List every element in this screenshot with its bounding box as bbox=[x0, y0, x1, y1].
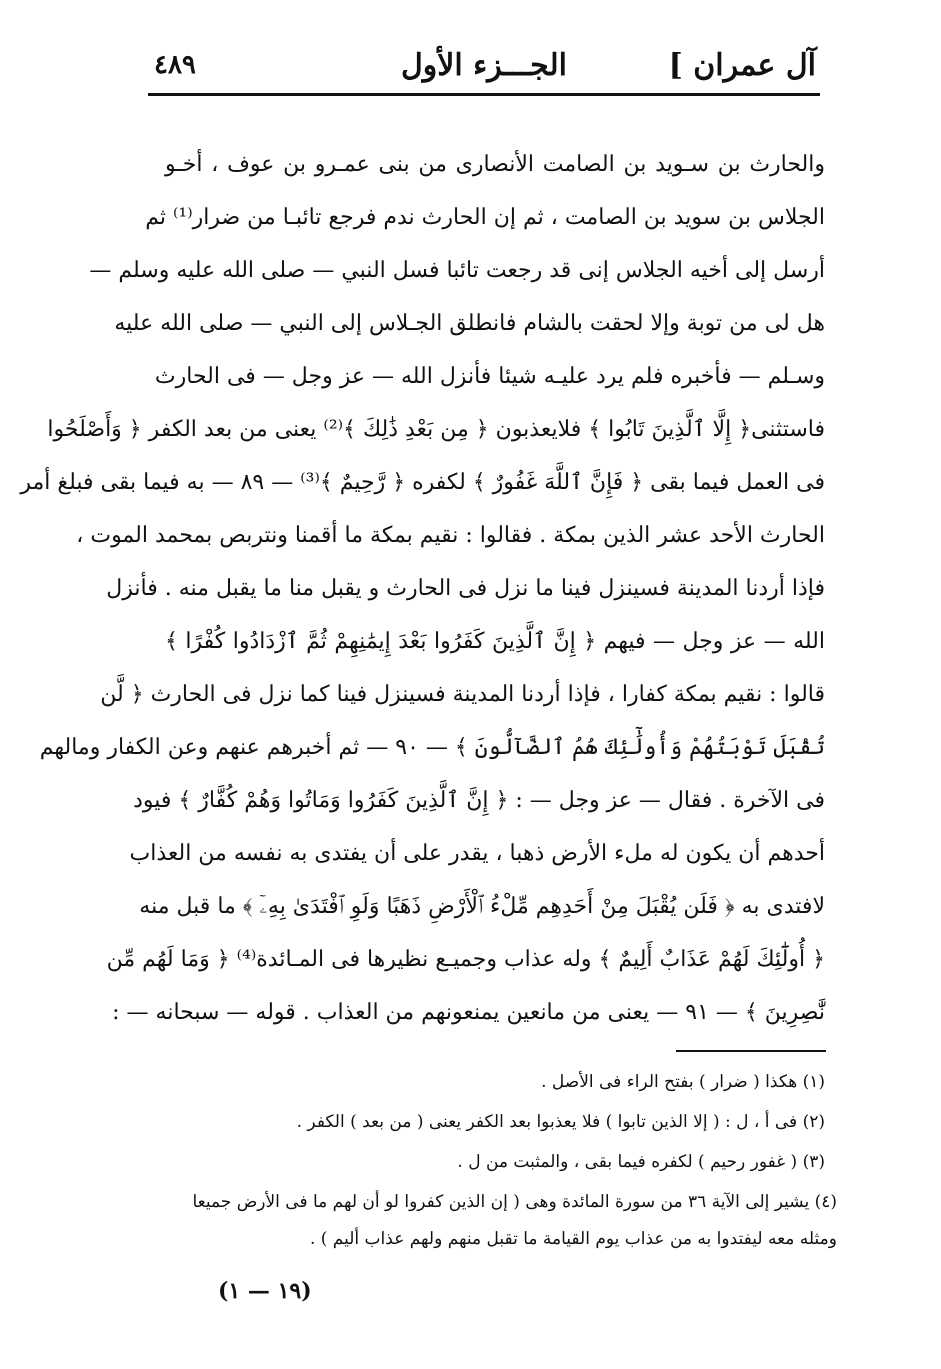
text-line: فاستثنى﴿ إِلَّا ٱلَّذِينَ تَابُوا ﴾ فلايعذبون ﴿ مِن بَعْدِ ذَٰلِكَ ﴾⁽²⁾ يعنى من بعد الكفر ﴿ وَأَصْلَحُوا bbox=[47, 417, 825, 442]
page-number: ٤٨٩ bbox=[154, 50, 196, 80]
header-rule bbox=[148, 93, 820, 96]
text-line: والحارث بن سـويد بن الصامت الأنصارى من بنى عمـرو بن عوف ، أخـو bbox=[165, 152, 825, 177]
text-line: لافتدى به ﴿ فَلَن يُقْبَلَ مِنْ أَحَدِهِم مِّلْءُ ٱلْأَرْضِ ذَهَبًا وَلَوِ ٱفْتَدَىٰ بِهِۦٓ ﴾ ما قبل منه bbox=[139, 894, 825, 919]
footnote-separator bbox=[676, 1050, 826, 1052]
footnotes bbox=[180, 1062, 837, 1256]
text-line: فى العمل فيما بقى ﴿ فَإِنَّ ٱللَّهَ غَفُورٌ ﴾ لكفره ﴿ رَّحِيمٌ ﴾⁽³⁾ — ٨٩ — به فيما بقى فبلغ أمر bbox=[20, 470, 825, 495]
footnote: (٣) ( غفور رحيم ) لكفره فيما بقى ، والمثبت من ل . bbox=[457, 1152, 825, 1172]
text-line: الحارث الأحد عشر الذين بمكة . فقالوا : نقيم بمكة ما أقمنا ونتربص بمحمد الموت ، bbox=[76, 523, 825, 548]
part-title: الجـــزء الأول bbox=[400, 48, 568, 83]
text-line: فى الآخرة . فقال — عز وجل — : ﴿ إِنَّ ٱلَّذِينَ كَفَرُوا وَمَاتُوا وَهُمْ كُفَّارٌ ﴾ فيود bbox=[133, 788, 825, 813]
text-line: الجلاس بن سويد بن الصامت ، ثم إن الحارث ندم فرجع تائبـا من ضرار⁽¹⁾ ثم bbox=[145, 205, 825, 230]
main-text bbox=[20, 138, 825, 1039]
text-line: فإذا أردنا المدينة فسينزل فينا ما نزل فى الحارث و يقبل منا ما يقبل منه . فأنزل bbox=[106, 576, 825, 601]
footnote: (٢) فى أ ، ل : ( إلا الذين تابوا ) فلا يعذبوا بعد الكفر يعنى ( من بعد ) الكفر . bbox=[296, 1112, 825, 1132]
text-line: أحدهم أن يكون له ملء الأرض ذهبا ، يقدر على أن يفتدى به نفسه من العذاب bbox=[129, 841, 825, 866]
text-line: الله — عز وجل — فيهم ﴿ إِنَّ ٱلَّذِينَ كَفَرُوا بَعْدَ إِيمَٰنِهِمْ ثُمَّ ٱزْدَادُوا كُفْرًا ﴾ bbox=[165, 629, 825, 654]
text-line: نَّٰصِرِينَ ﴾ — ٩١ — يعنى من مانعين يمنعونهم من العذاب . قوله — سبحانه — : bbox=[112, 1000, 825, 1025]
footnote-continuation: ومثله معه ليفتدوا به من عذاب يوم القيامة ما تقبل منهم ولهم عذاب أليم ) . bbox=[309, 1229, 837, 1249]
surah-title: آل عمران ] bbox=[668, 48, 816, 83]
footnote: (١) هكذا ( ضرار ) بفتح الراء فى الأصل . bbox=[541, 1072, 825, 1092]
print-signature: (١٩ — ١) bbox=[218, 1278, 312, 1304]
text-line: قالوا : نقيم بمكة كفارا ، فإذا أردنا المدينة فسينزل فينا كما نزل فى الحارث ﴿ لَّن bbox=[100, 682, 825, 707]
text-line: أرسل إلى أخيه الجلاس إنى قد رجعت تائبا فسل النبي — صلى الله عليه وسلم — bbox=[89, 258, 825, 283]
text-line: تُقْبَلَ تَوْبَتُهُمْ وَأُولَٰٓئِكَ هُمُ ٱلضَّآلُّونَ ﴾ — ٩٠ — ثم أخبرهم عنهم وعن الكفار ومالهم bbox=[39, 735, 825, 760]
text-line: ﴿ أُولَٰٓئِكَ لَهُمْ عَذَابٌ أَلِيمٌ ﴾ وله عذاب وجميـع نظيرها فى المـائدة⁽⁴⁾ ﴿ وَمَا لَهُم مِّن bbox=[106, 947, 825, 972]
text-line: هل لى من توبة وإلا لحقت بالشام فانطلق الجـلاس إلى النبي — صلى الله عليه bbox=[114, 311, 825, 336]
footnote: (٤) يشير إلى الآية ٣٦ من سورة المائدة وهى ( إن الذين كفروا لو أن لهم ما فى الأرض جميعا bbox=[192, 1192, 837, 1212]
text-line: وسـلم — فأخبره فلم يرد عليـه شيئا فأنزل الله — عز وجل — فى الحارث bbox=[154, 364, 825, 389]
page-header bbox=[148, 40, 820, 96]
